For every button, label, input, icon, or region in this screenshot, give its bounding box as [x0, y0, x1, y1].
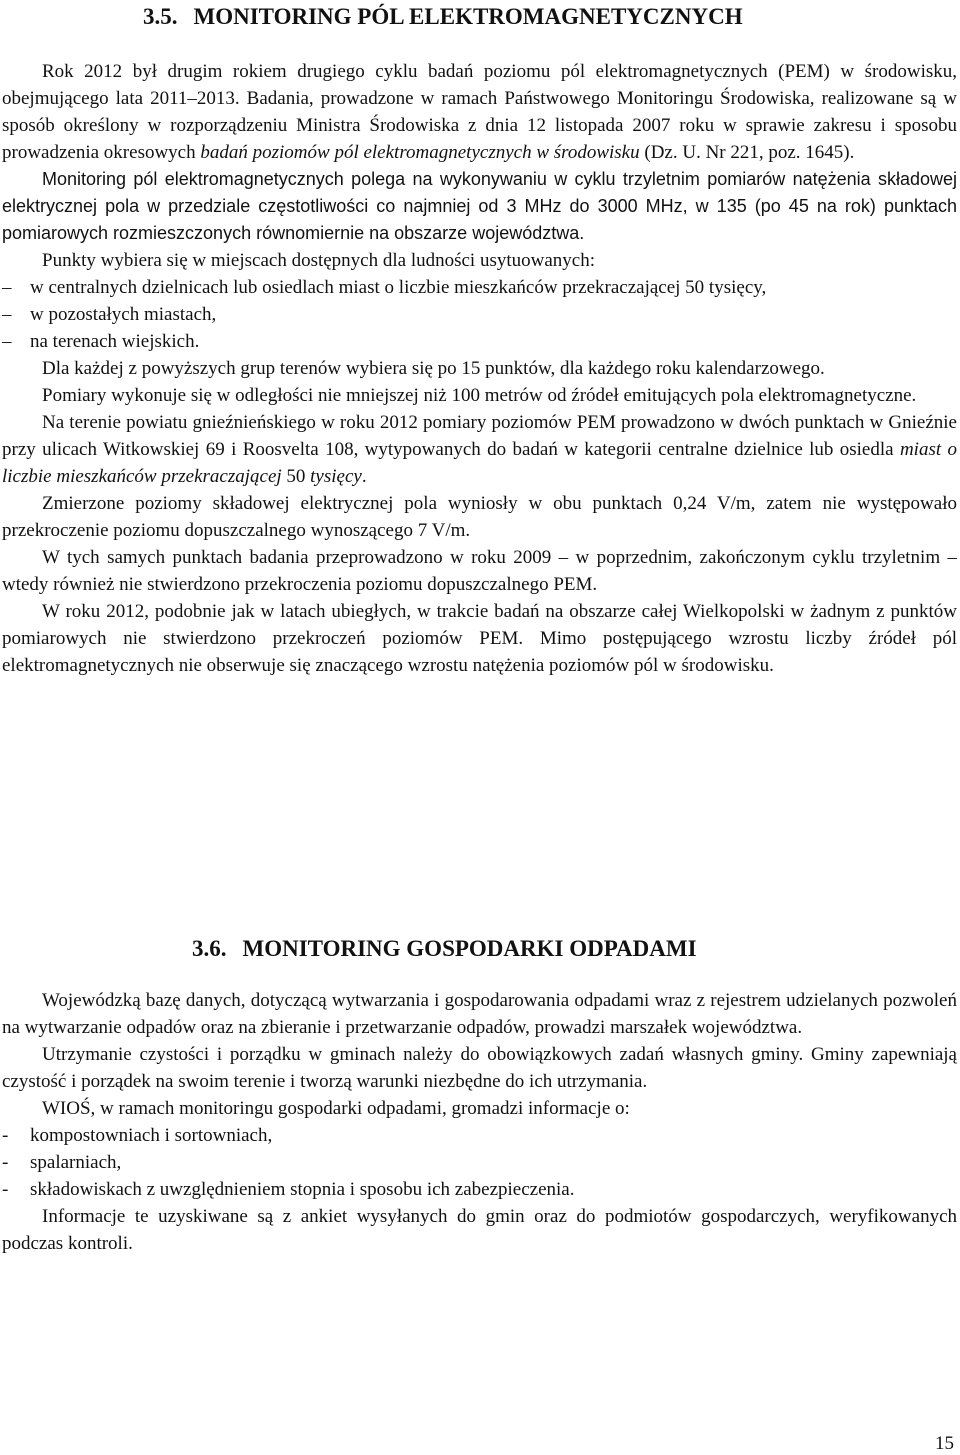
list-item [2, 1122, 957, 1149]
paragraph: WIOŚ, w ramach monitoringu gospodarki odpadami, gromadzi informacje o: [42, 1098, 630, 1119]
paragraph: W tych samych punktach badania przeprowadzono w roku 2009 – w poprzednim, zakończonym cyklu trzyletnim – wtedy również nie stwierdzono przekroczenia poziomu dopuszczalnego PEM. [2, 547, 957, 595]
category-name: miast o liczbie mieszkańców przekraczającej [2, 439, 957, 487]
section-heading-3-5 [143, 2, 743, 32]
list-item-text: składowiskach z uwzględnieniem stopnia i sposobu ich zabezpieczenia. [30, 1179, 575, 1200]
bullet-list [2, 274, 957, 355]
paragraph: W roku 2012, podobnie jak w latach ubiegłych, w trakcie badań na obszarze całej Wielkopolski w żadnym z punktów pomiarowych nie stwierdzono przekroczeń poziomów PEM. Mimo postępującego wzrostu liczby źródeł pól elektromagnetycznych nie obserwuje się znaczącego wzrostu natężenia poziomów pól w środowisku. [2, 601, 957, 676]
list-item-text: w pozostałych miastach, [30, 304, 217, 325]
paragraph-text: (Dz. U. Nr 221, poz. 1645). [639, 142, 855, 163]
regulation-title: badań poziomów pól elektromagnetycznych w środowisku [200, 142, 640, 163]
list-item [2, 274, 957, 301]
paragraph-text: Rok 2012 był drugim rokiem drugiego cyklu badań poziomu pól elektromagnetycznych (PEM) w środowisku, obejmującego lata 2011–2013. Badania, prowadzone w ramach Państwowego Monitoringu Środowiska, realizowane są w sposób określony w rozporządzeniu Ministra Środowiska z dnia 12 listopada 2007 roku w sprawie zakresu i sposobu prowadzenia okresowych [2, 61, 957, 163]
section-number: 3.5. [143, 4, 178, 29]
paragraph: Utrzymanie czystości i porządku w gminach należy do obowiązkowych zadań własnych gminy. Gminy zapewniają czystość i porządek na swoim terenie i tworzą warunki niezbędne do ich utrzymania. [2, 1044, 957, 1092]
list-item [2, 1149, 957, 1176]
paragraph [2, 58, 957, 166]
paragraph [2, 409, 957, 490]
list-item [2, 328, 957, 355]
section-body-3-6 [2, 987, 957, 1257]
dash-marker: - [2, 1152, 9, 1173]
paragraph: Wojewódzką bazę danych, dotyczącą wytwarzania i gospodarowania odpadami wraz z rejestrem udzielanych pozwoleń na wytwarzanie odpadów oraz na zbieranie i przetwarzanie odpadów, prowadzi marszałek województwa. [2, 990, 957, 1038]
dash-marker: – [2, 277, 12, 298]
list-item-text: kompostowniach i sortowniach, [30, 1125, 273, 1146]
paragraph-text: . [361, 466, 367, 487]
list-item [2, 1176, 957, 1203]
dash-marker: - [2, 1179, 9, 1200]
section-title: MONITORING GOSPODARKI ODPADAMI [242, 936, 697, 961]
list-item-text: na terenach wiejskich. [30, 331, 200, 352]
paragraph: Pomiary wykonuje się w odległości nie mniejszej niż 100 metrów od źródeł emitujących pola elektromagnetyczne. [42, 385, 917, 406]
paragraph: Zmierzone poziomy składowej elektrycznej pola wyniosły w obu punktach 0,24 V/m, zatem nie występowało przekroczenie poziomu dopuszczalnego wynoszącego 7 V/m. [2, 493, 957, 541]
paragraph: Dla każdej z powyższych grup terenów wybiera się po 15 punktów, dla każdego roku kalendarzowego. [42, 358, 825, 379]
section-title: MONITORING PÓL ELEKTROMAGNETYCZNYCH [193, 4, 743, 29]
paragraph: Informacje te uzyskiwane są z ankiet wysyłanych do gmin oraz do podmiotów gospodarczych, weryfikowanych podczas kontroli. [2, 1206, 957, 1254]
section-heading-3-6 [192, 934, 697, 964]
dash-marker: – [2, 304, 12, 325]
list-item-text: spalarniach, [30, 1152, 122, 1173]
dash-marker: - [2, 1125, 9, 1146]
dash-marker: – [2, 331, 12, 352]
section-number: 3.6. [192, 936, 227, 961]
paragraph-text: 50 [281, 466, 311, 487]
section-body-3-5 [2, 58, 957, 679]
paragraph-text: Na terenie powiatu gnieźnieńskiego w roku 2012 pomiary poziomów PEM prowadzono w dwóch punktach w Gnieźnie przy ulicach Witkowskiej 69 i Roosvelta 108, wytypowanych do badań w kategorii centralne dzielnice lub osiedla [2, 412, 957, 460]
paragraph: Punkty wybiera się w miejscach dostępnych dla ludności usytuowanych: [42, 250, 596, 271]
page-number: 15 [935, 1433, 954, 1454]
paragraph: Monitoring pól elektromagnetycznych polega na wykonywaniu w cyklu trzyletnim pomiarów natężenia składowej elektrycznej pola w przedziale częstotliwości co najmniej od 3 MHz do 3000 MHz, w 135 (po 45 na rok) punktach pomiarowych rozmieszczonych równomiernie na obszarze województwa. [2, 169, 957, 243]
category-name: tysięcy [310, 466, 362, 487]
list-item [2, 301, 957, 328]
list-item-text: w centralnych dzielnicach lub osiedlach miast o liczbie mieszkańców przekraczającej 50 tysięcy, [30, 277, 767, 298]
bullet-list [2, 1122, 957, 1203]
